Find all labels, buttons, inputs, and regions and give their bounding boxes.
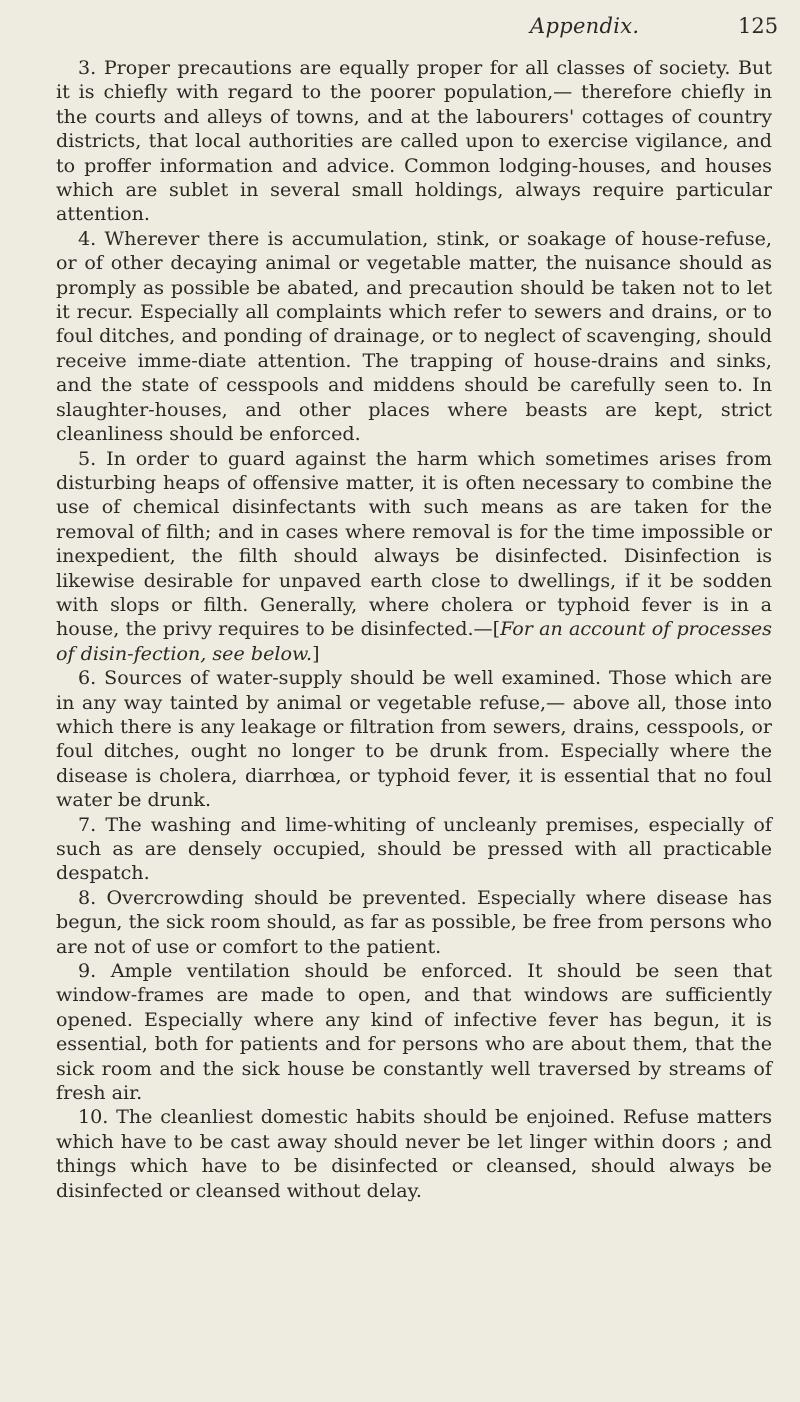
paragraph-number: 10.: [78, 1105, 109, 1129]
page-number: 125: [738, 14, 779, 38]
paragraph-text: The cleanliest domestic habits should be enjoined. Refuse matters which have to be cast away should never be let linger within doors ; and things which have to be disinfected or cleansed, should always be disinfected or cleansed without delay.: [56, 1105, 772, 1202]
running-title: Appendix.: [530, 14, 640, 38]
body-text: [56, 56, 772, 1203]
note-bracket-open: [: [492, 617, 501, 641]
paragraph-number: 9.: [78, 959, 97, 983]
paragraph-5: [56, 447, 772, 667]
paragraph-text: Overcrowding should be prevented. Especially where disease has begun, the sick room should, as far as possible, be free from persons who are not of use or comfort to the patient.: [56, 885, 772, 958]
paragraph-7: [56, 813, 772, 886]
paragraph-number: 8.: [78, 885, 97, 909]
paragraph-text: Wherever there is accumulation, stink, or soakage of house-refuse, or of other decaying animal or vegetable matter, the nuisance should as promply as possible be abated, and precaution should be taken not to let it recur. Especially all complaints which refer to sewers and drains, or to foul ditches, and ponding of drainage, or to neglect of scavenging, should receive imme-diate attention. The trapping of house-drains and sinks, and the state of cesspools and middens should be carefully seen to. In slaughter-houses, and other places where beasts are kept, strict cleanliness should be enforced.: [56, 226, 772, 446]
paragraph-number: 5.: [78, 446, 97, 470]
paragraph-4: [56, 227, 772, 447]
paragraph-text: Proper precautions are equally proper for all classes of society. But it is chiefly with regard to the poorer population,— therefore chiefly in the courts and alleys of towns, and at the labourers' cottages of country districts, that local authorities are called upon to exercise vigilance, and to proffer information and advice. Common lodging-houses, and houses which are sublet in several small holdings, always require particular attention.: [56, 56, 772, 226]
paragraph-10: [56, 1105, 772, 1203]
paragraph-text: The washing and lime-whiting of uncleanly premises, especially of such as are densely occupied, should be pressed with all practicable despatch.: [56, 812, 772, 885]
note-bracket-close: ]: [312, 641, 320, 665]
paragraph-3: [56, 56, 772, 227]
paragraph-8: [56, 886, 772, 959]
paragraph-6: [56, 666, 772, 812]
paragraph-text: Ample ventilation should be enforced. It should be seen that window-frames are made to open, and that windows are sufficiently opened. Especially where any kind of infective fever has begun, it is essential, both for patients and for persons who are about them, that the sick room and the sick house be constantly well traversed by streams of fresh air.: [56, 959, 772, 1105]
page-header: [0, 14, 800, 44]
paragraph-number: 7.: [78, 812, 97, 836]
paragraph-number: 4.: [78, 226, 97, 250]
paragraph-number: 3.: [78, 56, 97, 79]
paragraph-number: 6.: [78, 666, 97, 690]
paragraph-text: Sources of water-supply should be well examined. Those which are in any way tainted by animal or vegetable refuse,— above all, those into which there is any leakage or filtration from sewers, drains, cesspools, or foul ditches, ought no longer to be drunk from. Especially where the disease is cholera, diarrhœa, or typhoid fever, it is essential that no foul water be drunk.: [56, 666, 773, 812]
paragraph-9: [56, 959, 772, 1105]
cross-reference-note: For an account of processes of disin-fection, see below.: [56, 617, 772, 665]
paragraph-text: In order to guard against the harm which sometimes arises from disturbing heaps of offensive matter, it is often necessary to combine the use of chemical disinfectants with such means as are taken for the removal of filth; and in cases where removal is for the time impossible or inexpedient, the filth should always be disinfected. Disinfection is likewise desirable for unpaved earth close to dwellings, if it be sodden with slops or filth. Generally, where cholera or typhoid fever is in a house, the privy requires to be disinfected.—: [56, 446, 772, 641]
